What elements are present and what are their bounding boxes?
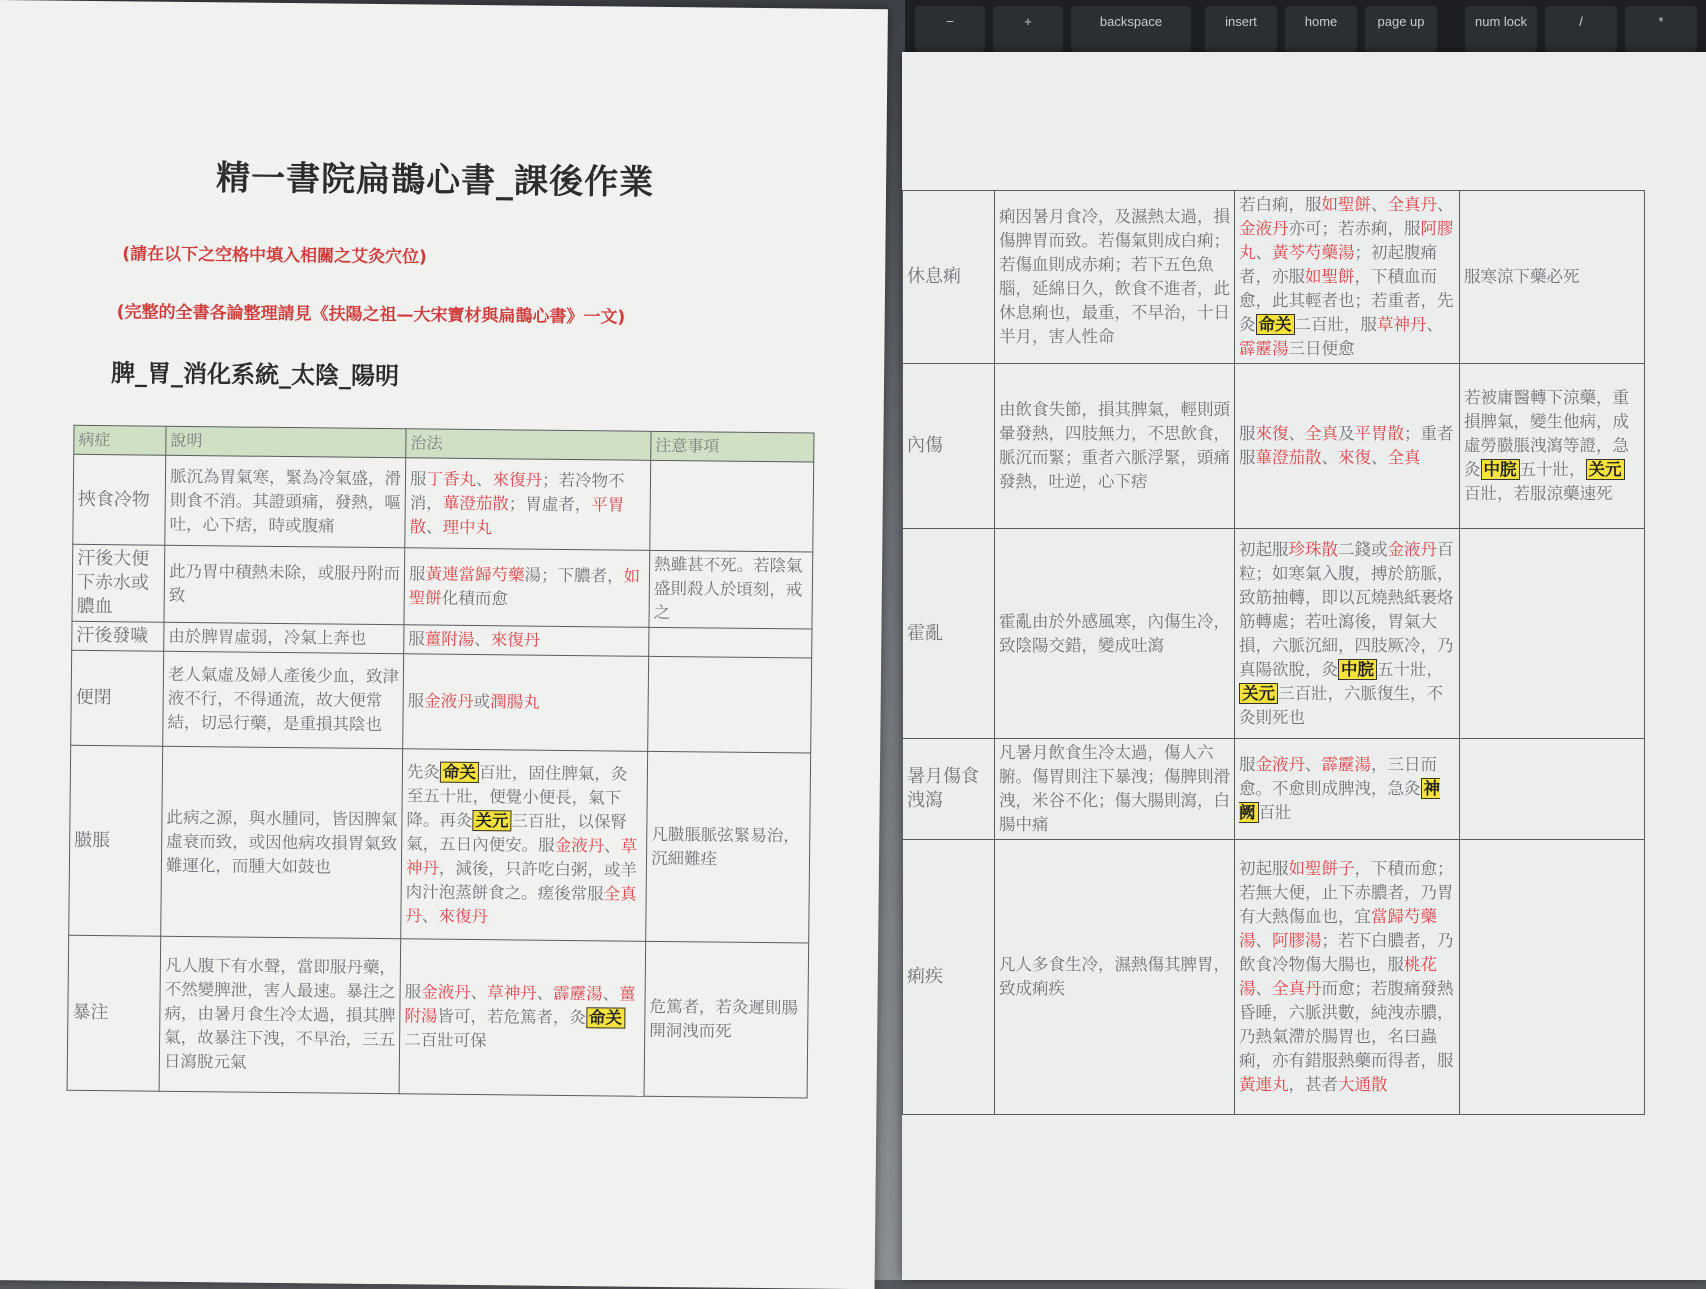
text-segment: 、 — [421, 905, 439, 926]
treatment-cell — [1235, 529, 1460, 739]
text-segment: 服 — [1239, 755, 1256, 774]
disease-name: 內傷 — [903, 364, 995, 529]
acupoint-answer: 关元 — [1239, 683, 1278, 704]
acupoint-answer: 关元 — [472, 809, 511, 830]
table-row — [72, 544, 813, 629]
text-segment: 、 — [474, 630, 491, 650]
acupoint-answer: 关元 — [1586, 459, 1625, 480]
caution-cell — [1460, 739, 1645, 840]
remedy-name: 平胃散 — [409, 494, 625, 536]
treatment-cell — [1235, 840, 1460, 1115]
table-row — [903, 840, 1645, 1115]
text-segment: 百壯 — [1258, 803, 1292, 822]
text-segment: 、 — [1255, 243, 1272, 262]
remedy-name: 阿膠丸 — [1239, 219, 1454, 262]
disease-description: 凡暑月飲食生冷太過，傷人六腑。傷胃則注下暴洩；傷脾則滑洩，米谷不化；傷大腸則瀉，白腸中痛 — [995, 739, 1235, 840]
table-row — [903, 364, 1645, 529]
text-segment: 亦可；若赤痢，服 — [1288, 219, 1421, 238]
text-segment: 五十壯， — [1377, 659, 1443, 679]
text-segment: 服 — [408, 629, 425, 649]
acupoint-answer: 神阙 — [1239, 779, 1440, 822]
keyboard — [905, 0, 1706, 58]
text-segment: ；若下白膿者，乃飲食冷物傷大腸也，服 — [1239, 931, 1454, 974]
disease-description: 凡人多食生冷，濕熱傷其脾胃，致成痢疾 — [995, 840, 1235, 1115]
remedy-name: 草神丹 — [1377, 315, 1427, 334]
text-segment: 若白痢，服 — [1239, 195, 1322, 214]
table-row — [903, 529, 1645, 739]
table-row — [67, 935, 809, 1098]
disease-name: 汗後發噦 — [72, 621, 164, 651]
text-segment: 服 — [409, 468, 427, 488]
text-segment: 初起服 — [1239, 859, 1289, 878]
disease-description: 霍亂由於外感風寒，內傷生冷，致陰陽交錯，變成吐瀉 — [995, 529, 1235, 739]
remedy-name: 潤腸丸 — [490, 692, 540, 712]
remedy-name: 草神丹 — [405, 836, 638, 878]
text-segment: 、 — [425, 516, 443, 537]
text-segment: ；初起腹痛者，亦服 — [1239, 243, 1437, 286]
left-table — [67, 425, 815, 1099]
remedy-name: 阿膠湯 — [1272, 931, 1322, 950]
remedy-name: 丁香丸 — [426, 468, 477, 489]
remedy-name: 金液丹 — [1239, 219, 1289, 238]
remedy-name: 霹靂湯 — [553, 983, 603, 1004]
acupoint-answer: 中脘 — [1338, 659, 1377, 680]
text-segment: ，三日而愈。不愈則成脾洩，急灸 — [1239, 755, 1437, 798]
treatment-cell — [404, 548, 650, 628]
header-treatment: 治法 — [406, 429, 651, 461]
key-slash: / — [1545, 6, 1617, 52]
text-segment: 三百壯，以保腎氣，五日內便安。服 — [406, 810, 628, 855]
text-segment: 百壯，若服涼藥速死 — [1464, 484, 1613, 503]
text-segment: 服 — [408, 564, 426, 584]
remedy-name: 黃芩芍藥湯 — [1272, 243, 1355, 262]
caution-cell — [1460, 364, 1645, 529]
text-segment: ；重者服 — [1239, 424, 1454, 467]
key-plus: + — [993, 6, 1063, 52]
disease-description: 此病之源，與水腫同，皆因脾氣虛衰而致，或因他病攻損胃氣致難運化，而腫大如鼓也 — [161, 746, 403, 939]
text-segment: 、 — [1255, 931, 1272, 950]
remedy-name: 大通散 — [1338, 1075, 1388, 1094]
remedy-name: 蓽澄茄散 — [442, 493, 509, 513]
text-segment: 二錢或 — [1338, 539, 1388, 559]
key-minus: − — [915, 6, 985, 52]
section-heading: 脾_胃_消化系統_太陰_陽明 — [110, 359, 400, 391]
remedy-name: 來復丹 — [490, 630, 541, 650]
remedy-name: 蓽澄茄散 — [1255, 448, 1322, 467]
text-segment: 、 — [470, 982, 488, 1003]
remedy-name: 如聖餅 — [1305, 267, 1355, 286]
treatment-cell — [404, 625, 649, 657]
key-backspace: backspace — [1071, 6, 1191, 52]
text-segment: 、 — [475, 469, 493, 489]
table-row — [71, 650, 812, 753]
key-page-up: page up — [1365, 6, 1437, 52]
text-segment: 、 — [602, 984, 620, 1004]
text-segment: 化積而愈 — [441, 588, 508, 609]
disease-name: 霍亂 — [903, 529, 995, 739]
table-row — [73, 454, 814, 552]
text-segment: ；若冷物不消， — [409, 470, 625, 513]
remedy-name: 來復丹 — [492, 469, 543, 490]
remedy-name: 霹靂湯 — [1239, 339, 1289, 358]
remedy-name: 金液丹 — [424, 691, 474, 711]
remedy-name: 霹靂湯 — [1321, 755, 1371, 774]
text-segment: ；胃虛者， — [508, 493, 592, 514]
text-segment: ，減後，只許吃白粥，或羊肉汁泡蒸餅食之。瘥後常服 — [405, 858, 638, 903]
disease-name: 暴注 — [67, 935, 161, 1091]
disease-name: 臌脹 — [69, 745, 163, 936]
remedy-name: 薑附湯 — [424, 629, 475, 650]
text-segment: 或 — [473, 691, 491, 712]
text-segment: 及 — [1338, 424, 1355, 443]
remedy-name: 珍珠散 — [1288, 539, 1338, 559]
disease-description: 老人氣虛及婦人產後少血，致津液不行，不得通流，故大便常結，切忌行藥，是重損其陰也 — [163, 651, 404, 749]
text-segment: ，下積血而愈，此其輕者也；若重者，先灸 — [1239, 267, 1454, 334]
text-segment: 三百壯，六脈復生，不灸則死也 — [1239, 683, 1443, 727]
caution-cell — [1460, 191, 1645, 364]
remedy-name: 金液丹 — [421, 982, 471, 1002]
text-segment: 、 — [1255, 979, 1272, 998]
remedy-name: 來復 — [1255, 424, 1289, 443]
page-title: 精一書院扁鵲心書_課後作業 — [215, 158, 655, 203]
disease-name: 痢疾 — [903, 840, 995, 1115]
text-segment: 湯；下膿者， — [524, 565, 624, 586]
table-row — [903, 191, 1645, 364]
treatment-cell — [1235, 191, 1460, 364]
text-segment: 服 — [404, 982, 422, 1002]
text-segment: 、 — [536, 983, 554, 1003]
remedy-name: 全真 — [1387, 448, 1421, 467]
text-segment: 皆可，若危篤者，灸 — [437, 1006, 586, 1028]
key-home: home — [1285, 6, 1357, 52]
caution-cell — [649, 627, 812, 658]
text-segment: 、 — [1371, 448, 1388, 467]
text-segment: 若被庸醫轉下涼藥，重損脾氣，變生他病，成虛勞臌脹洩瀉等證，急灸 — [1464, 388, 1629, 479]
key-asterisk: * — [1625, 6, 1697, 52]
text-segment: 二百壯，服 — [1294, 315, 1377, 334]
right-page — [902, 52, 1706, 1280]
remedy-name: 如聖餅 — [1321, 195, 1371, 214]
acupoint-answer: 中脘 — [1481, 459, 1520, 480]
disease-description: 凡人腹下有水聲，當即服丹藥，不然變脾泄，害人最速。暴注之病，由暑月食生冷太過，損其脾氣，故暴注下洩，不早治，三五日瀉脫元氣 — [159, 936, 401, 1094]
text-segment: 二百壯可保 — [404, 1030, 487, 1051]
remedy-name: 金液丹 — [554, 835, 605, 855]
text-segment: ，甚者 — [1288, 1075, 1338, 1094]
disease-name: 暑月傷食洩瀉 — [903, 739, 995, 840]
treatment-cell — [1235, 364, 1460, 529]
acupoint-answer: 命关 — [440, 761, 479, 782]
remedy-name: 薑附湯 — [404, 984, 636, 1026]
remedy-name: 如聖餅子 — [1288, 859, 1355, 878]
disease-name: 休息痢 — [903, 191, 995, 364]
acupoint-answer: 命关 — [1256, 314, 1295, 335]
remedy-name: 來復丹 — [438, 906, 489, 926]
disease-name: 汗後大便下赤水或膿血 — [72, 544, 165, 622]
treatment-cell — [405, 458, 651, 551]
treatment-cell — [401, 749, 648, 942]
caution-cell: 危篤者，若灸遲則腸開洞洩而死 — [644, 941, 809, 1098]
disease-description: 由飲食失節，損其脾氣，輕則頭暈發熱，四肢無力，不思飲食，脈沉而緊；重者六脈浮緊，頭痛發熱，吐逆，心下痞 — [995, 364, 1235, 529]
text-segment: 、 — [1321, 448, 1338, 467]
text-segment: 初起服 — [1239, 539, 1289, 559]
text-segment: 服 — [1239, 424, 1256, 443]
treatment-cell — [1235, 739, 1460, 840]
disease-description: 脈沉為胃氣寒，緊為冷氣盛，滑則食不消。其證頭痛，發熱，嘔吐，心下痞，時或腹痛 — [165, 455, 406, 548]
text-segment: 、 — [1305, 755, 1322, 774]
caution-cell — [650, 460, 814, 552]
text-segment: 五十壯， — [1519, 460, 1586, 479]
remedy-name: 平胃散 — [1354, 424, 1404, 443]
remedy-name: 全真丹 — [1387, 195, 1437, 214]
header-description: 說明 — [166, 426, 406, 458]
treatment-cell — [403, 654, 649, 752]
text-segment: 百粒；如寒氣入腹，搏於筋脈，致筋抽轉，即以瓦燒熱紙裹烙筋轉處；若吐瀉後，胃氣大損，六脈沉細，四肢厥冷，乃真陽欲脫，灸 — [1239, 539, 1454, 679]
disease-name: 挾食冷物 — [73, 454, 166, 545]
remedy-name: 全真丹 — [1272, 979, 1322, 998]
header-caution: 注意事項 — [651, 431, 814, 462]
disease-description: 痢因暑月食冷，及濕熱太過，損傷脾胃而致。若傷氣則成白痢；若傷血則成赤痢；若下五色魚腦，延綿日久，飲食不進者，此休息痢也，最重，不早治，十日半月，害人性命 — [995, 191, 1235, 364]
remedy-name: 來復 — [1338, 448, 1371, 467]
disease-description: 此乃胃中積熱未除，或服丹附而致 — [164, 545, 405, 625]
remedy-name: 桃花湯 — [1239, 955, 1437, 998]
text-segment: 服 — [407, 691, 425, 711]
key-insert: insert — [1205, 6, 1277, 52]
text-segment: 百壯，固住脾氣，灸至五十壯，便覺小便長，氣下降。再灸 — [406, 762, 628, 830]
text-segment: 先灸 — [406, 761, 441, 782]
remedy-name: 當歸芍藥湯 — [1239, 907, 1437, 950]
disease-name: 便閉 — [71, 650, 164, 746]
remedy-name: 全真丹 — [405, 883, 637, 925]
remedy-name: 理中丸 — [442, 517, 493, 537]
remedy-name: 黃連當歸芍藥 — [425, 564, 525, 585]
caution-cell: 熱雖甚不死。若陰氣盛則殺人於頃刻，戒之 — [649, 550, 813, 629]
table-row — [69, 745, 811, 943]
disease-description: 由於脾胃虛弱，冷氣上奔也 — [164, 622, 404, 654]
acupoint-answer: 命关 — [586, 1007, 625, 1028]
remedy-name: 金液丹 — [1387, 539, 1437, 559]
remedy-name: 黃連丸 — [1239, 1075, 1289, 1094]
table-row — [903, 739, 1645, 840]
text-segment: 、 — [1371, 195, 1388, 214]
caution-cell — [1460, 840, 1645, 1115]
remedy-name: 全真 — [1305, 424, 1338, 443]
remedy-name: 金液丹 — [1255, 755, 1305, 774]
caution-cell — [1460, 529, 1645, 739]
caution-cell — [648, 656, 812, 753]
right-table — [902, 190, 1645, 1115]
text-segment: 、 — [1426, 315, 1443, 334]
text-segment: ，下積而愈；若無大便，止下赤膿者，乃胃有大熱傷血也，宜 — [1239, 859, 1454, 926]
caution-cell: 凡臌脹脈弦緊易治，沉細難痊 — [646, 751, 811, 943]
instruction-note: (請在以下之空格中填入相關之艾灸穴位) — [122, 244, 427, 268]
text-segment: 而愈；若腹痛發熱昏睡，六脈洪數，純洩赤膿，乃熱氣滯於腸胃也，名曰蟲痢，亦有錯服熱藥而得者，服 — [1239, 979, 1454, 1070]
treatment-cell — [399, 939, 646, 1097]
text-segment: 、 — [604, 835, 621, 856]
header-disease: 病症 — [74, 425, 166, 455]
text-segment: 、 — [1288, 424, 1305, 443]
text-segment: 三日便愈 — [1288, 339, 1355, 358]
remedy-name: 草神丹 — [487, 983, 537, 1003]
text-segment: 、 — [1437, 195, 1454, 214]
text-segment: 服寒涼下藥必死 — [1464, 267, 1580, 286]
remedy-name: 如聖餅 — [408, 566, 641, 608]
reference-note: (完整的全書各論整理請見《扶陽之祖—大宋寶材與扁鵲心書》一文) — [116, 302, 626, 328]
key-num-lock: num lock — [1465, 6, 1537, 52]
